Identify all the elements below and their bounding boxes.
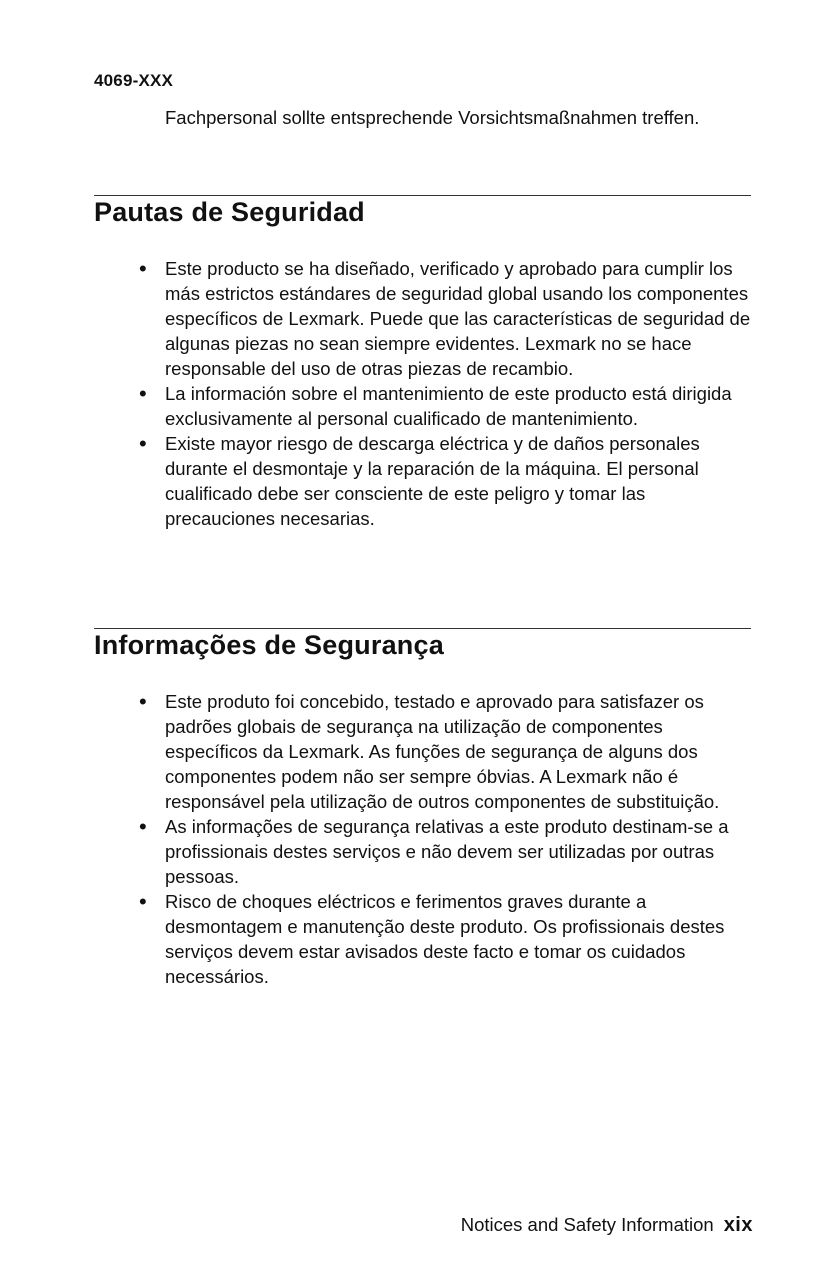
bullet-icon: •: [139, 689, 147, 714]
footer-section-name: Notices and Safety Information: [460, 1214, 714, 1235]
page-footer: [461, 1213, 753, 1237]
section-informacoes-de-seguranca: [94, 628, 751, 987]
bullet-icon: •: [139, 889, 147, 914]
list-item-text: Este produto foi concebido, testado e aprovado para satisfazer os padrões globais de segurança na utilização de componentes específicos da Lexmark. As funções de segurança de alguns dos componentes podem não ser sempre óbvias. A Lexmark não é responsável pela utilização de outros componentes de substituição.: [165, 691, 720, 812]
list-item: [94, 889, 754, 989]
bullet-list: [94, 689, 754, 989]
continuation-paragraph: Fachpersonal sollte entsprechende Vorsichtsmaßnahmen treffen.: [165, 107, 700, 128]
list-item-text: As informações de segurança relativas a este produto destinam-se a profissionais destes serviços e não devem ser utilizadas por outras pessoas.: [165, 816, 729, 887]
list-item-text: Risco de choques eléctricos e ferimentos graves durante a desmontagem e manutenção deste produto. Os profissionais destes serviços devem estar avisados deste facto e tomar os cuidados necessários.: [165, 891, 725, 987]
list-item-text: La información sobre el mantenimiento de este producto está dirigida exclusivamente al personal cualificado de mantenimiento.: [165, 383, 732, 429]
section-title: Pautas de Seguridad: [94, 197, 365, 227]
bullet-icon: •: [139, 431, 147, 456]
section-title: Informações de Segurança: [94, 630, 444, 660]
list-item: [94, 431, 754, 531]
list-item: [94, 814, 754, 889]
bullet-list: [94, 256, 754, 531]
list-item-text: Existe mayor riesgo de descarga eléctrica y de daños personales durante el desmontaje y la reparación de la máquina. El personal cualificado debe ser consciente de este peligro y tomar las precauciones necesarias.: [165, 433, 700, 529]
list-item-text: Este producto se ha diseñado, verificado y aprobado para cumplir los más estrictos estándares de seguridad global usando los componentes específicos de Lexmark. Puede que las características de seguridad de algunas piezas no sean siempre evidentes. Lexmark no se hace responsable del uso de otras piezas de recambio.: [165, 258, 751, 379]
section-pautas-de-seguridad: [94, 195, 751, 529]
bullet-icon: •: [139, 814, 147, 839]
page-number: xix: [723, 1214, 753, 1236]
list-item: [94, 689, 754, 814]
document-id: 4069-XXX: [94, 71, 174, 90]
bullet-icon: •: [139, 381, 147, 406]
list-item: [94, 381, 754, 431]
list-item: [94, 256, 754, 381]
bullet-icon: •: [139, 256, 147, 281]
